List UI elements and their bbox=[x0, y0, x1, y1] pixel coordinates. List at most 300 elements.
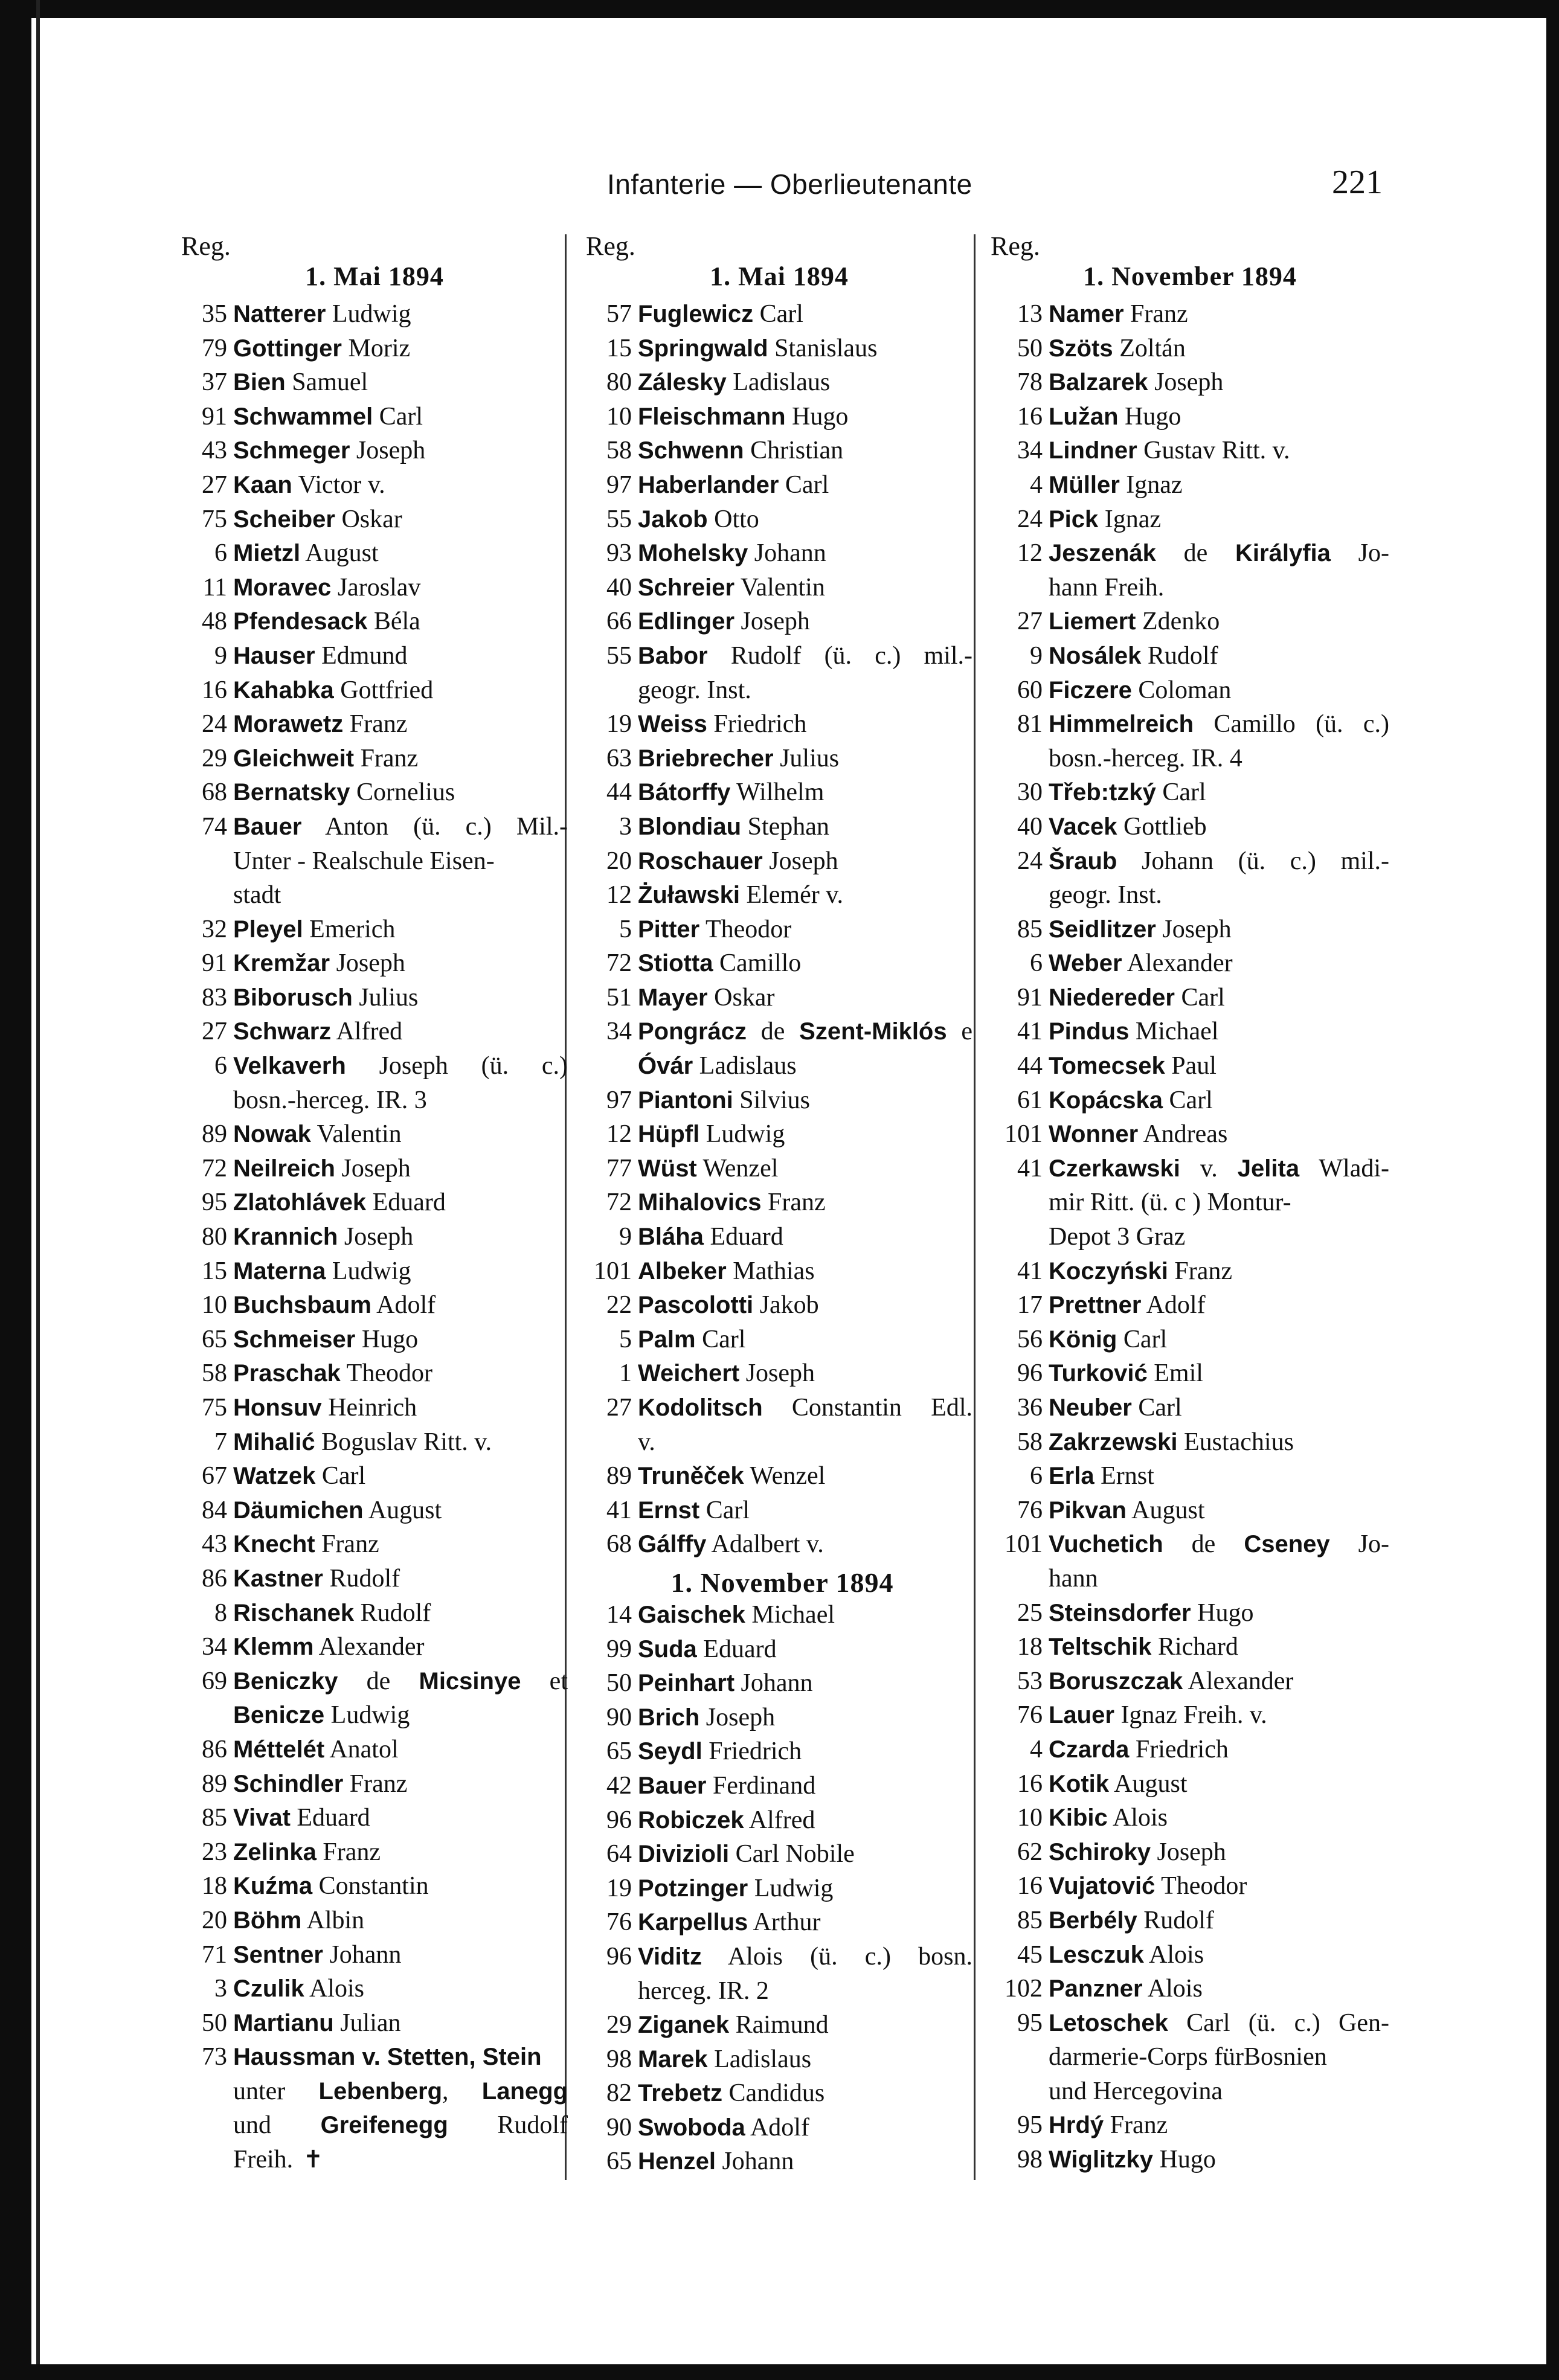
name-text: Jaroslav bbox=[331, 573, 421, 601]
name-text: Johann bbox=[715, 2147, 794, 2176]
surname: Szöts bbox=[1049, 335, 1113, 362]
regiment-number: 41 bbox=[1017, 1154, 1043, 1182]
entry-line bbox=[638, 673, 972, 708]
officer-name bbox=[638, 844, 972, 879]
surname: Blondiau bbox=[638, 813, 742, 840]
name-text: Boguslav Ritt. v. bbox=[315, 1428, 492, 1456]
name-text: Victor v. bbox=[292, 470, 385, 499]
name-text: Albin bbox=[301, 1906, 365, 1934]
roster-entry bbox=[586, 2042, 972, 2077]
entry-line bbox=[233, 946, 568, 981]
surname: Briebrecher bbox=[638, 745, 774, 772]
entry-line bbox=[1049, 1698, 1389, 1733]
roster-entry bbox=[991, 1596, 1389, 1631]
officer-name bbox=[1049, 1938, 1389, 1972]
entry-line bbox=[1049, 605, 1389, 639]
entry-line bbox=[233, 468, 568, 502]
surname: Zálesky bbox=[638, 369, 727, 396]
roster-entry bbox=[586, 2144, 972, 2179]
regiment-number: 65 bbox=[606, 1737, 632, 1766]
entry-line bbox=[1049, 1596, 1389, 1631]
entry-line bbox=[233, 981, 568, 1015]
surname: Lanegg bbox=[481, 2077, 568, 2105]
officer-name bbox=[1049, 1323, 1389, 1357]
name-text: Ignaz Freih. v. bbox=[1114, 1701, 1267, 1730]
surname: Mayer bbox=[638, 984, 708, 1011]
surname: Lauer bbox=[1049, 1702, 1114, 1729]
entry-line bbox=[638, 1356, 972, 1391]
regiment-number: 30 bbox=[1017, 778, 1043, 807]
surname: Divizioli bbox=[638, 1841, 730, 1868]
name-text: et bbox=[521, 1667, 568, 1695]
roster-entry bbox=[586, 707, 972, 742]
surname: Niedereder bbox=[1049, 984, 1175, 1011]
entry-line bbox=[233, 1425, 568, 1460]
officer-name bbox=[1049, 1288, 1389, 1323]
roster-entry bbox=[991, 1869, 1389, 1904]
officer-name bbox=[1049, 1767, 1389, 1801]
entry-line bbox=[1049, 1117, 1389, 1152]
name-text: Joseph (ü. c.) bbox=[346, 1052, 568, 1080]
regiment-number: 27 bbox=[202, 470, 227, 499]
regiment-number: 3 bbox=[214, 1975, 227, 2003]
regiment-number: 10 bbox=[202, 1291, 227, 1320]
roster-entry bbox=[991, 605, 1389, 639]
name-text: Michael bbox=[745, 1600, 835, 1629]
officer-name bbox=[233, 1288, 568, 1323]
surname: Kaan bbox=[233, 471, 292, 498]
entry-line bbox=[638, 2144, 972, 2179]
officer-name bbox=[1049, 1733, 1389, 1767]
regiment-number: 32 bbox=[202, 915, 227, 943]
name-text: v. bbox=[1180, 1154, 1238, 1182]
name-text: Alfred bbox=[331, 1018, 403, 1046]
regiment-number: 75 bbox=[202, 505, 227, 533]
surname: Schreier bbox=[638, 574, 735, 601]
name-text: Alexander bbox=[1183, 1667, 1294, 1695]
entry-line bbox=[233, 536, 568, 571]
reg-label: Reg. bbox=[991, 231, 1040, 261]
entry-line bbox=[1049, 1254, 1389, 1289]
officer-name bbox=[638, 1083, 972, 1118]
surname: Gleichweit bbox=[233, 745, 355, 772]
officer-name bbox=[638, 605, 972, 639]
regiment-number: 57 bbox=[606, 300, 632, 328]
scan-border-line bbox=[36, 0, 40, 2380]
entry-line bbox=[233, 1698, 568, 1733]
officer-name bbox=[638, 1493, 972, 1528]
roster-entry bbox=[586, 1598, 972, 1632]
officer-name bbox=[233, 1869, 568, 1904]
entry-line bbox=[1049, 1733, 1389, 1767]
name-text: mir Ritt. (ü. c ) Montur- bbox=[1049, 1188, 1291, 1217]
regiment-number: 41 bbox=[1017, 1018, 1043, 1046]
officer-name bbox=[638, 2076, 972, 2111]
entry-line bbox=[1049, 844, 1389, 879]
name-text: Rudolf bbox=[1137, 1906, 1214, 1934]
roster-entry bbox=[181, 2006, 568, 2041]
name-text: de bbox=[1156, 539, 1236, 568]
surname: Schmeiser bbox=[233, 1326, 356, 1353]
surname: Klemm bbox=[233, 1634, 314, 1661]
officer-name bbox=[1049, 400, 1389, 434]
entry-line bbox=[233, 1904, 568, 1938]
surname: Kastner bbox=[233, 1565, 323, 1592]
name-text: Julian bbox=[333, 2009, 401, 2037]
entry-line bbox=[638, 434, 972, 468]
entry-line bbox=[233, 1562, 568, 1596]
name-text: Moriz bbox=[341, 334, 411, 362]
name-text: Franz bbox=[343, 1769, 408, 1798]
surname: Cseney bbox=[1244, 1531, 1330, 1558]
surname: Bernatsky bbox=[233, 779, 350, 806]
surname: Pick bbox=[1049, 505, 1099, 533]
roster-entry bbox=[181, 1904, 568, 1938]
regiment-number: 36 bbox=[1017, 1394, 1043, 1422]
name-text: Carl bbox=[695, 1325, 746, 1353]
regiment-number: 24 bbox=[202, 710, 227, 739]
roster-entry bbox=[991, 707, 1389, 775]
entry-line bbox=[233, 1288, 568, 1323]
entry-line bbox=[638, 1974, 972, 2009]
officer-name bbox=[233, 1630, 568, 1664]
surname: Suda bbox=[638, 1635, 697, 1663]
name-text: Adolf bbox=[1141, 1291, 1206, 1320]
officer-name bbox=[1049, 1801, 1389, 1835]
surname: Hrdý bbox=[1049, 2112, 1104, 2139]
regiment-number: 44 bbox=[1017, 1052, 1043, 1080]
name-text: Adolf bbox=[371, 1291, 436, 1320]
officer-name bbox=[638, 810, 972, 844]
surname: Swoboda bbox=[638, 2114, 745, 2141]
name-text: Hugo bbox=[1153, 2146, 1216, 2174]
entry-line bbox=[1049, 2143, 1389, 2177]
regiment-number: 34 bbox=[1017, 437, 1043, 465]
surname: Natterer bbox=[233, 301, 326, 327]
surname: Haussman v. Stetten, Stein bbox=[233, 2044, 542, 2071]
surname: Springwald bbox=[638, 335, 768, 362]
officer-name bbox=[638, 775, 972, 810]
officer-name bbox=[233, 1015, 568, 1049]
name-text: Anton (ü. c.) Mil.- bbox=[301, 812, 568, 841]
entry-line bbox=[638, 913, 972, 947]
officer-name bbox=[233, 434, 568, 468]
officer-name bbox=[1049, 775, 1389, 810]
surname: Ernst bbox=[638, 1496, 700, 1524]
regiment-number: 35 bbox=[202, 300, 227, 328]
officer-name bbox=[638, 2144, 972, 2179]
name-text: Otto bbox=[707, 505, 759, 533]
entry-line bbox=[638, 1701, 972, 1735]
regiment-number: 102 bbox=[1005, 1975, 1043, 2003]
name-text: Carl Nobile bbox=[729, 1840, 855, 1868]
regiment-number: 3 bbox=[619, 812, 632, 841]
entry-line bbox=[233, 1733, 568, 1767]
officer-name bbox=[1049, 1391, 1389, 1425]
name-text: Stephan bbox=[741, 812, 829, 841]
officer-name bbox=[233, 1801, 568, 1835]
roster-entry bbox=[991, 1323, 1389, 1357]
regiment-number: 6 bbox=[1030, 1462, 1043, 1490]
regiment-number: 97 bbox=[606, 1086, 632, 1114]
surname: Méttelét bbox=[233, 1736, 325, 1763]
column-divider bbox=[974, 234, 976, 2180]
roster-entry bbox=[991, 1972, 1389, 2006]
name-text: Ignaz bbox=[1098, 505, 1162, 533]
roster-entry bbox=[991, 1733, 1389, 1767]
officer-name bbox=[638, 1323, 972, 1357]
entry-line bbox=[233, 297, 568, 332]
name-text: Franz bbox=[1123, 300, 1188, 328]
regiment-number: 98 bbox=[606, 2045, 632, 2073]
officer-name bbox=[233, 1425, 568, 1460]
surname: Rischanek bbox=[233, 1599, 355, 1626]
name-text: Johann (ü. c.) mil.- bbox=[1117, 847, 1389, 875]
roster-entry bbox=[181, 913, 568, 947]
entry-line bbox=[638, 1666, 972, 1701]
officer-name bbox=[1049, 639, 1389, 673]
roster-entry bbox=[586, 742, 972, 776]
roster-column-1 bbox=[181, 231, 568, 2177]
name-text: Carl bbox=[1117, 1325, 1168, 1353]
surname: Velkaverh bbox=[233, 1053, 346, 1080]
regiment-number: 65 bbox=[202, 1325, 227, 1353]
entry-line bbox=[638, 810, 972, 844]
surname: Watzek bbox=[233, 1463, 316, 1490]
regiment-number: 85 bbox=[1017, 1906, 1043, 1934]
name-text: Carl bbox=[1174, 983, 1225, 1012]
surname: Zelinka bbox=[233, 1838, 317, 1865]
officer-name bbox=[1049, 1425, 1389, 1460]
roster-entry bbox=[991, 1459, 1389, 1493]
entry-line bbox=[1049, 673, 1389, 708]
regiment-number: 65 bbox=[606, 2147, 632, 2176]
officer-name bbox=[638, 468, 972, 502]
surname: Kahabka bbox=[233, 676, 334, 704]
entry-line bbox=[638, 946, 972, 981]
name-text: Joseph bbox=[1156, 915, 1232, 943]
promotion-date-heading: 1. November 1894 bbox=[1083, 261, 1297, 291]
scan-border-left bbox=[0, 0, 31, 2380]
surname: Nosálek bbox=[1049, 642, 1142, 669]
roster-entry bbox=[991, 2143, 1389, 2177]
name-text: und Hercegovina bbox=[1049, 2077, 1223, 2105]
officer-name bbox=[638, 502, 972, 537]
roster-entry bbox=[181, 2040, 568, 2176]
regiment-number: 68 bbox=[606, 1530, 632, 1559]
regiment-number: 78 bbox=[1017, 368, 1043, 397]
roster-entry bbox=[586, 1254, 972, 1289]
name-text: Camillo bbox=[713, 949, 802, 978]
regiment-number: 60 bbox=[1017, 676, 1043, 704]
officer-name bbox=[233, 297, 568, 332]
regiment-number: 50 bbox=[606, 1669, 632, 1698]
entry-line bbox=[1049, 1801, 1389, 1835]
regiment-number: 101 bbox=[594, 1257, 632, 1285]
roster-entry bbox=[991, 1801, 1389, 1835]
roster-entry bbox=[991, 946, 1389, 981]
entry-line bbox=[638, 2008, 972, 2042]
entry-line bbox=[638, 605, 972, 639]
entry-line bbox=[233, 605, 568, 639]
name-text: Adolf bbox=[745, 2113, 809, 2141]
name-text: Jo- bbox=[1329, 1530, 1389, 1559]
regiment-number: 50 bbox=[202, 2009, 227, 2037]
promotion-date-heading: 1. Mai 1894 bbox=[305, 261, 444, 291]
roster-entry bbox=[181, 1391, 568, 1425]
name-text: Carl (ü. c.) Gen- bbox=[1168, 2009, 1389, 2037]
regiment-number: 72 bbox=[202, 1154, 227, 1182]
entry-line bbox=[233, 1117, 568, 1152]
entry-line bbox=[1049, 810, 1389, 844]
surname: Honsuv bbox=[233, 1394, 322, 1421]
regiment-number: 11 bbox=[202, 573, 227, 601]
regiment-number: 34 bbox=[606, 1018, 632, 1046]
roster-entry bbox=[181, 1972, 568, 2006]
entry-line bbox=[1049, 1220, 1389, 1254]
name-text: Alexander bbox=[1122, 949, 1233, 978]
regiment-number: 67 bbox=[202, 1462, 227, 1490]
roster-entry bbox=[586, 1666, 972, 1701]
surname: Vivat bbox=[233, 1804, 291, 1832]
name-text: Theodor bbox=[699, 915, 792, 943]
officer-name bbox=[233, 1938, 568, 1972]
regiment-number: 12 bbox=[1017, 539, 1043, 568]
name-text: Franz bbox=[343, 710, 408, 739]
officer-name bbox=[1049, 2143, 1389, 2177]
entry-line bbox=[638, 844, 972, 879]
roster-entry bbox=[991, 673, 1389, 708]
entry-line bbox=[1049, 639, 1389, 673]
entry-line bbox=[1049, 981, 1389, 1015]
entry-line bbox=[638, 1940, 972, 1974]
entry-line bbox=[1049, 1288, 1389, 1323]
entry-line bbox=[638, 468, 972, 502]
name-text: Carl bbox=[1156, 778, 1206, 807]
surname: Panzner bbox=[1049, 1975, 1143, 2003]
name-text: Carl bbox=[779, 470, 829, 499]
name-text: Rudolf bbox=[1141, 641, 1218, 670]
name-text: Ludwig bbox=[748, 1874, 834, 1902]
regiment-number: 74 bbox=[202, 812, 227, 841]
officer-name bbox=[638, 1905, 972, 1940]
entry-line bbox=[233, 1801, 568, 1835]
page-title: Infanterie — Oberlieutenante bbox=[607, 168, 972, 200]
regiment-number: 17 bbox=[1017, 1291, 1043, 1320]
entry-line bbox=[233, 775, 568, 810]
roster-entry bbox=[181, 502, 568, 537]
officer-name bbox=[638, 1769, 972, 1803]
regiment-number: 80 bbox=[606, 368, 632, 397]
roster-entry bbox=[181, 1562, 568, 1596]
name-text: Anatol bbox=[324, 1735, 399, 1763]
officer-name bbox=[1049, 981, 1389, 1015]
surname: Albeker bbox=[638, 1257, 727, 1285]
roster-entry bbox=[586, 1356, 972, 1391]
officer-name bbox=[1049, 1835, 1389, 1870]
name-text: , bbox=[442, 2077, 482, 2105]
surname: Kremžar bbox=[233, 950, 330, 977]
regiment-number: 51 bbox=[606, 983, 632, 1012]
entry-line bbox=[1049, 2006, 1389, 2041]
promotion-date-heading: 1. Mai 1894 bbox=[710, 261, 849, 291]
officer-name bbox=[1049, 810, 1389, 844]
surname: Moravec bbox=[233, 574, 332, 601]
name-text: bosn.-herceg. IR. 3 bbox=[233, 1086, 427, 1114]
regiment-number: 86 bbox=[202, 1564, 227, 1593]
entry-line bbox=[233, 1767, 568, 1801]
surname: Piantoni bbox=[638, 1086, 733, 1114]
surname: Vacek bbox=[1049, 813, 1117, 840]
surname: Jeszenák bbox=[1049, 540, 1156, 567]
regiment-number: 14 bbox=[606, 1600, 632, 1629]
entry-line bbox=[1049, 913, 1389, 947]
roster-entry bbox=[181, 1835, 568, 1870]
roster-entry bbox=[181, 946, 568, 981]
roster-entry bbox=[586, 1015, 972, 1083]
name-text: Jo- bbox=[1330, 539, 1389, 568]
surname: Pongrácz bbox=[638, 1018, 747, 1045]
officer-name bbox=[233, 1596, 568, 1631]
surname: Ziganek bbox=[638, 2012, 730, 2039]
roster-entry bbox=[586, 1632, 972, 1667]
surname: Martianu bbox=[233, 2009, 334, 2036]
regiment-number: 101 bbox=[1005, 1530, 1043, 1559]
entry-line bbox=[233, 639, 568, 673]
roster-entry bbox=[991, 1356, 1389, 1391]
officer-name bbox=[233, 1254, 568, 1289]
surname: Trebetz bbox=[638, 2080, 723, 2107]
officer-name bbox=[638, 2008, 972, 2042]
regiment-number: 55 bbox=[606, 641, 632, 670]
surname: Bauer bbox=[638, 1772, 707, 1799]
regiment-number: 5 bbox=[619, 1325, 632, 1353]
entry-line bbox=[233, 1459, 568, 1493]
surname: Seydl bbox=[638, 1738, 702, 1765]
surname: Schindler bbox=[233, 1770, 344, 1797]
surname: Tomecsek bbox=[1049, 1053, 1165, 1080]
entry-line bbox=[1049, 1015, 1389, 1049]
surname: Ficzere bbox=[1049, 676, 1132, 704]
officer-name bbox=[638, 400, 972, 434]
entry-line bbox=[1049, 1527, 1389, 1562]
surname: Däumichen bbox=[233, 1496, 364, 1524]
regiment-number: 27 bbox=[202, 1018, 227, 1046]
entry-line bbox=[233, 913, 568, 947]
roster-entry bbox=[991, 297, 1389, 332]
entry-line bbox=[638, 1527, 972, 1562]
entry-line bbox=[1049, 365, 1389, 400]
regiment-number: 12 bbox=[606, 1120, 632, 1149]
regiment-number: 9 bbox=[619, 1223, 632, 1251]
name-text: Zoltán bbox=[1113, 334, 1186, 362]
entry-line bbox=[1049, 1356, 1389, 1391]
surname: Királyfia bbox=[1235, 540, 1331, 567]
name-text: Eduard bbox=[703, 1223, 783, 1251]
officer-name bbox=[1049, 434, 1389, 468]
regiment-number: 69 bbox=[202, 1667, 227, 1695]
entry-line bbox=[233, 1664, 568, 1699]
regiment-number: 79 bbox=[202, 334, 227, 362]
officer-name bbox=[1049, 1083, 1389, 1118]
officer-name bbox=[638, 1185, 972, 1220]
roster-entry bbox=[586, 1185, 972, 1220]
entry-line bbox=[1049, 1562, 1389, 1596]
regiment-number: 48 bbox=[202, 608, 227, 636]
name-text: Edmund bbox=[315, 641, 408, 670]
surname: Lesczuk bbox=[1049, 1941, 1144, 1968]
roster-entry bbox=[991, 1938, 1389, 1972]
